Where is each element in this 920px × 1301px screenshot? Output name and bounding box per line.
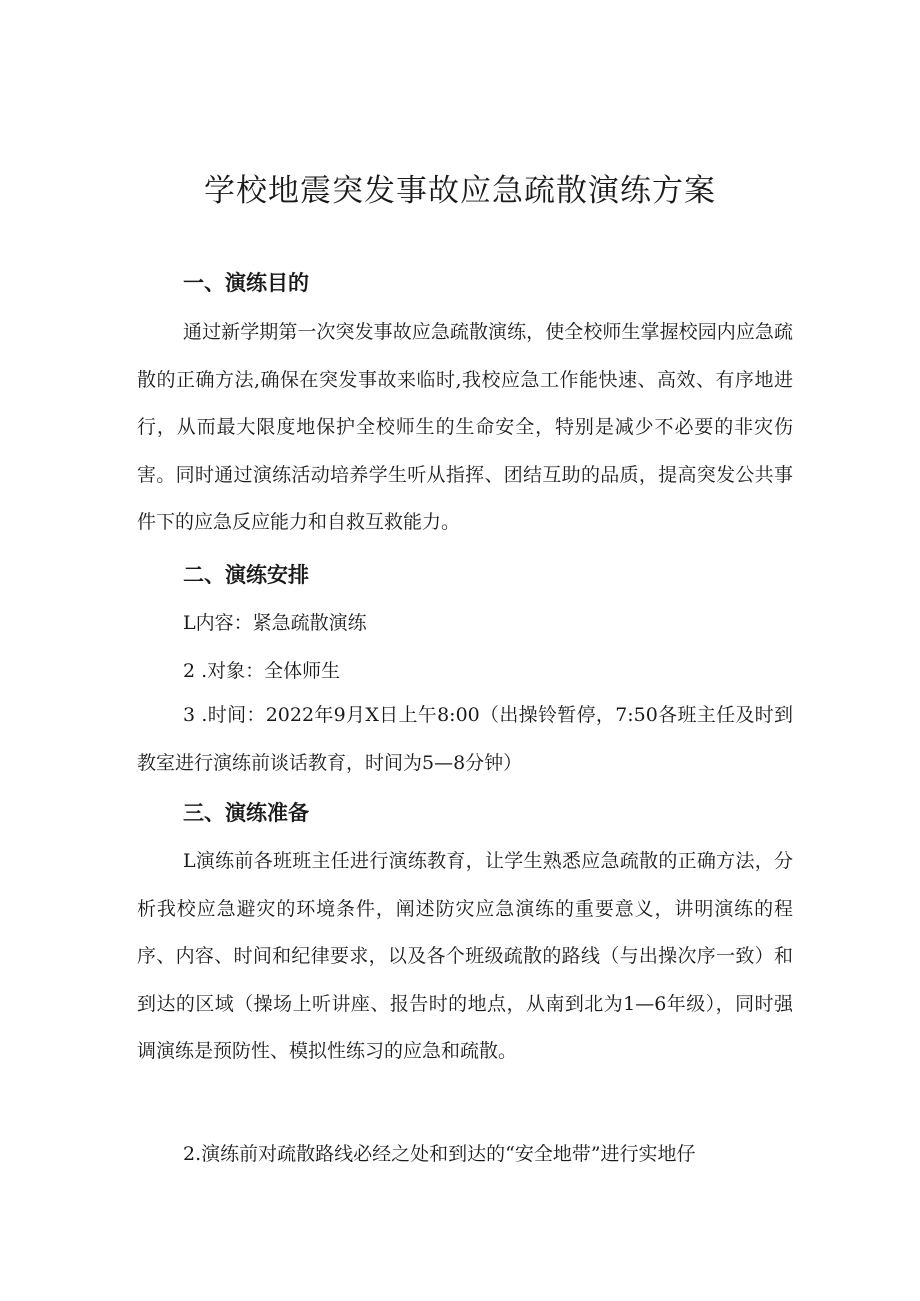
- arrangement-item-participants: 2 .对象：全体师生: [183, 660, 341, 682]
- section-heading-purpose: 一、演练目的: [183, 271, 309, 295]
- preparation-item-1: L演练前各班班主任进行演练教育，让学生熟悉应急疏散的正确方法，分析我校应急避灾的环境条件，阐述防灾应急演练的重要意义，讲明演练的程序、内容、时间和纪律要求，以及各个班级疏散的路线（与出操次序一致）和到达的区域（操场上听讲座、报告时的地点，从南到北为1—6年级），同时强调演练是预防性、模拟性练习的应急和疏散。: [137, 850, 793, 1062]
- section-heading-preparation: 三、演练准备: [183, 801, 309, 825]
- arrangement-item-time: 3 .时间：2022年9月X日上午8:00（出操铃暂停，7:50各班主任及时到教室进行演练前谈话教育，时间为5—8分钟）: [137, 704, 793, 774]
- purpose-paragraph: 通过新学期第一次突发事故应急疏散演练，使全校师生掌握校园内应急疏散的正确方法,确保在突发事故来临时,我校应急工作能快速、高效、有序地进行，从而最大限度地保护全校师生的生命安全，特别是减少不必要的非灾伤害。同时通过演练活动培养学生听从指挥、团结互助的品质，提高突发公共事件下的应急反应能力和自救互救能力。: [137, 321, 793, 533]
- section-heading-arrangement: 二、演练安排: [183, 563, 309, 587]
- arrangement-item-content: L内容：紧急疏散演练: [183, 612, 367, 634]
- preparation-item-2: 2.演练前对疏散路线必经之处和到达的“安全地带”进行实地仔: [183, 1143, 696, 1165]
- document-title: 学校地震突发事故应急疏散演练方案: [204, 173, 716, 209]
